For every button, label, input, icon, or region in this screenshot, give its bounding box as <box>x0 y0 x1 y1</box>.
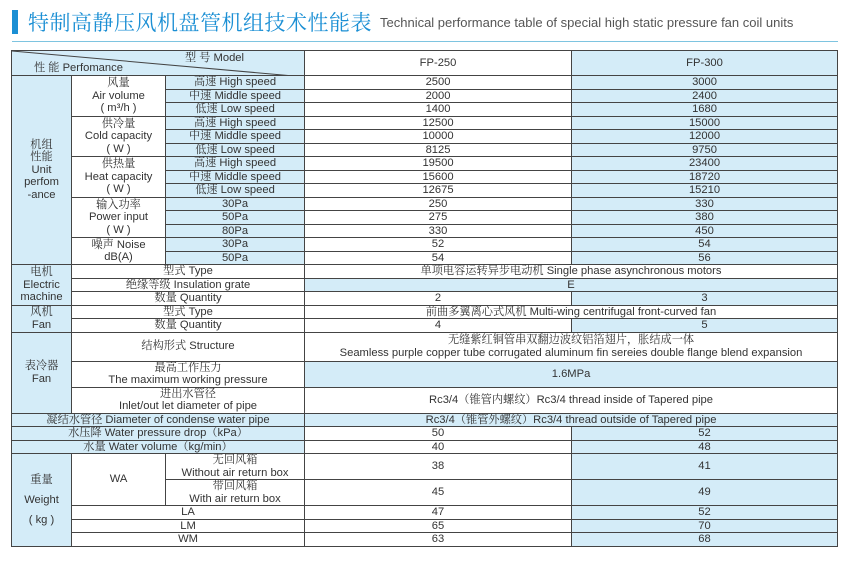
cell-fp250: 63 <box>305 533 572 547</box>
table-row <box>12 440 838 454</box>
table-row <box>12 265 838 279</box>
row-label: WM <box>72 533 305 547</box>
row-label: 50Pa <box>166 211 305 225</box>
pressure-label: 最高工作压力 The maximum working pressure <box>72 361 305 387</box>
title-bar <box>12 6 793 38</box>
cell-fp250: 4 <box>305 319 572 333</box>
cell-fp300: 68 <box>572 533 838 547</box>
motor-type-label: 型式 Type <box>72 265 305 279</box>
cell-fp250: 330 <box>305 224 572 238</box>
cell-fp300: 52 <box>572 427 838 441</box>
title-divider <box>12 41 838 42</box>
without-box-label: 无回风箱 Without air return box <box>166 454 305 480</box>
cell-fp250: 2000 <box>305 89 572 103</box>
performance-label: 性 能 Perfomance <box>34 61 123 74</box>
row-label: 80Pa <box>166 224 305 238</box>
air-volume-label: 风量 Air volume ( m³/h ) <box>72 76 166 117</box>
pipe-label: 进出水管径 Inlet/out let diameter of pipe <box>72 387 305 413</box>
cell-fp300: 18720 <box>572 170 838 184</box>
unit-performance-group: 机组 性能 Unit perfom -ance <box>12 76 72 265</box>
row-label: 高速 High speed <box>166 116 305 130</box>
table-row <box>12 332 838 361</box>
cell-fp300: 56 <box>572 251 838 265</box>
noise-label: 噪声 Noise dB(A) <box>72 238 166 265</box>
performance-table <box>11 50 838 547</box>
cell-fp250: 52 <box>305 238 572 252</box>
row-label: 低速 Low speed <box>166 103 305 117</box>
row-label: 30Pa <box>166 238 305 252</box>
motor-group: 电机 Electric machine <box>12 265 72 306</box>
table-row <box>12 278 838 292</box>
table-row <box>12 533 838 547</box>
cell-fp250: 250 <box>305 197 572 211</box>
heat-capacity-label: 供热量 Heat capacity ( W ) <box>72 157 166 198</box>
cell-fp250: 8125 <box>305 143 572 157</box>
table-row <box>12 387 838 413</box>
table-row <box>12 319 838 333</box>
table-row <box>12 454 838 480</box>
row-label: LM <box>72 519 305 533</box>
cell-fp250: 12675 <box>305 184 572 198</box>
cold-capacity-label: 供冷量 Cold capacity ( W ) <box>72 116 166 157</box>
cell-fp300: 15000 <box>572 116 838 130</box>
motor-quantity-label: 数量 Quantity <box>72 292 305 306</box>
cell-fp250: 2500 <box>305 76 572 90</box>
cell-fp250: 45 <box>305 480 572 506</box>
cell-fp300: 330 <box>572 197 838 211</box>
cell-fp300: 1680 <box>572 103 838 117</box>
row-label: 中速 Middle speed <box>166 170 305 184</box>
coil-group: 表冷器 Fan <box>12 332 72 413</box>
condense-pipe-label: 凝结水管径 Diameter of condense water pipe <box>12 413 305 427</box>
weight-group: 重量 Weight ( kg ) <box>12 454 72 547</box>
water-pressure-drop-label: 水压降 Water pressure drop（kPa） <box>12 427 305 441</box>
with-box-label: 带回风箱 With air return box <box>166 480 305 506</box>
row-label: 高速 High speed <box>166 157 305 171</box>
fan-type-label: 型式 Type <box>72 305 305 319</box>
cell-fp300: 3 <box>572 292 838 306</box>
fan-type-value: 前曲多翼离心式风机 Multi-wing centrifugal front-curved fan <box>305 305 838 319</box>
header-row <box>12 51 838 76</box>
cell-fp300: 9750 <box>572 143 838 157</box>
row-label: 高速 High speed <box>166 76 305 90</box>
cell-fp300: 380 <box>572 211 838 225</box>
row-label: 50Pa <box>166 251 305 265</box>
cell-fp300: 450 <box>572 224 838 238</box>
cell-fp300: 54 <box>572 238 838 252</box>
title-accent-bar <box>12 10 18 34</box>
cell-fp300: 15210 <box>572 184 838 198</box>
table-row <box>12 361 838 387</box>
row-label: LA <box>72 506 305 520</box>
row-label: 中速 Middle speed <box>166 130 305 144</box>
cell-fp300: 41 <box>572 454 838 480</box>
cell-fp300: 23400 <box>572 157 838 171</box>
table-row <box>12 506 838 520</box>
cell-fp250: 40 <box>305 440 572 454</box>
header-diagonal-cell <box>12 51 305 76</box>
model-label: 型 号 Model <box>184 52 245 64</box>
cell-fp250: 12500 <box>305 116 572 130</box>
title-chinese: 特制高静压风机盘管机组技术性能表 <box>28 11 372 35</box>
cell-fp250: 10000 <box>305 130 572 144</box>
pressure-value: 1.6MPa <box>305 361 838 387</box>
cell-fp250: 275 <box>305 211 572 225</box>
table-row <box>12 292 838 306</box>
table-row <box>12 427 838 441</box>
table-row <box>12 305 838 319</box>
table-row <box>12 238 838 252</box>
insulation-value: E <box>305 278 838 292</box>
cell-fp250: 54 <box>305 251 572 265</box>
cell-fp250: 15600 <box>305 170 572 184</box>
water-volume-label: 水量 Water volume（kg/min） <box>12 440 305 454</box>
cell-fp300: 48 <box>572 440 838 454</box>
cell-fp250: 38 <box>305 454 572 480</box>
cell-fp300: 5 <box>572 319 838 333</box>
cell-fp300: 49 <box>572 480 838 506</box>
row-label: 中速 Middle speed <box>166 89 305 103</box>
cell-fp250: 65 <box>305 519 572 533</box>
structure-label: 结构形式 Structure <box>72 332 305 361</box>
cell-fp250: 19500 <box>305 157 572 171</box>
title-english: Technical performance table of special high static pressure fan coil units <box>380 14 794 30</box>
fan-quantity-label: 数量 Quantity <box>72 319 305 333</box>
cell-fp250: 47 <box>305 506 572 520</box>
wa-label: WA <box>72 454 166 506</box>
row-label: 低速 Low speed <box>166 143 305 157</box>
model-fp300: FP-300 <box>572 51 838 76</box>
cell-fp300: 3000 <box>572 76 838 90</box>
pipe-value: Rc3/4（锥管内螺纹）Rc3/4 thread inside of Tapered pipe <box>305 387 838 413</box>
table-row <box>12 76 838 90</box>
condense-pipe-value: Rc3/4（锥管外螺纹）Rc3/4 thread outside of Tapered pipe <box>305 413 838 427</box>
cell-fp300: 12000 <box>572 130 838 144</box>
fan-group: 风机 Fan <box>12 305 72 332</box>
cell-fp300: 70 <box>572 519 838 533</box>
cell-fp250: 1400 <box>305 103 572 117</box>
cell-fp300: 52 <box>572 506 838 520</box>
model-fp250: FP-250 <box>305 51 572 76</box>
row-label: 低速 Low speed <box>166 184 305 198</box>
table-row <box>12 157 838 171</box>
table-row <box>12 116 838 130</box>
motor-type-value: 单项电容运转异步电动机 Single phase asynchronous motors <box>305 265 838 279</box>
power-input-label: 输入功率 Power input ( W ) <box>72 197 166 238</box>
structure-value: 无缝紫红铜管串双翻边波纹铝箔翅片，胀结成一体 Seamless purple copper tube corrugated aluminum fin sereies double flange blend expansion <box>305 332 838 361</box>
cell-fp250: 50 <box>305 427 572 441</box>
row-label: 30Pa <box>166 197 305 211</box>
cell-fp250: 2 <box>305 292 572 306</box>
table-row <box>12 197 838 211</box>
table-row <box>12 413 838 427</box>
cell-fp300: 2400 <box>572 89 838 103</box>
table-row <box>12 519 838 533</box>
insulation-label: 绝缘等级 Insulation grate <box>72 278 305 292</box>
